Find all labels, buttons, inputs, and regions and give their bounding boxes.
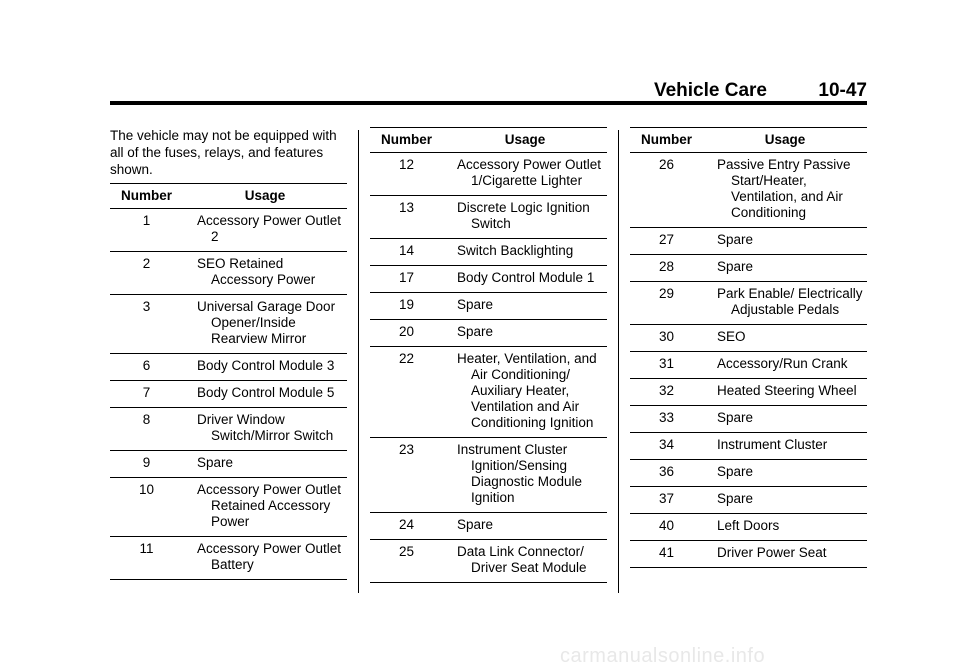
fuse-number: 27 — [630, 228, 703, 255]
table-row — [370, 540, 607, 583]
fuse-usage: Spare — [457, 324, 494, 339]
fuse-number: 41 — [630, 541, 703, 568]
table-row — [110, 354, 347, 381]
fuse-number: 32 — [630, 379, 703, 406]
fuse-usage-cell — [183, 537, 347, 580]
column-3 — [630, 127, 867, 568]
fuse-usage: Accessory Power Outlet 1/Cigarette Lighter — [457, 157, 602, 188]
fuse-number: 11 — [110, 537, 183, 580]
fuse-usage: Accessory Power Outlet Retained Accessory Power — [197, 482, 342, 529]
table-row — [110, 478, 347, 537]
table-row — [630, 153, 867, 228]
fuse-number: 2 — [110, 252, 183, 295]
table-header-row — [630, 128, 867, 153]
fuse-usage-cell — [703, 406, 867, 433]
table-row — [110, 295, 347, 354]
fuse-number: 24 — [370, 513, 443, 540]
fuse-number: 10 — [110, 478, 183, 537]
fuse-number: 3 — [110, 295, 183, 354]
table-row — [630, 379, 867, 406]
fuse-table-2 — [370, 127, 607, 583]
table-row — [110, 537, 347, 580]
fuse-usage-cell — [183, 478, 347, 537]
fuse-usage-cell — [703, 325, 867, 352]
fuse-usage: Instrument Cluster — [717, 437, 828, 452]
fuse-usage: Spare — [457, 517, 494, 532]
fuse-usage: Spare — [197, 455, 234, 470]
table-header-row — [110, 184, 347, 209]
fuse-number: 20 — [370, 320, 443, 347]
number-header: Number — [630, 128, 703, 153]
watermark: carmanualsonline.info — [560, 645, 766, 667]
fuse-number: 19 — [370, 293, 443, 320]
table-row — [630, 487, 867, 514]
table-row — [630, 433, 867, 460]
fuse-number: 23 — [370, 438, 443, 513]
fuse-usage: Spare — [717, 259, 754, 274]
usage-header: Usage — [183, 184, 347, 209]
fuse-number: 7 — [110, 381, 183, 408]
fuse-usage: Data Link Connector/ Driver Seat Module — [457, 544, 587, 575]
column-1 — [110, 127, 347, 580]
fuse-usage: Heater, Ventilation, and Air Conditioning/ Auxiliary Heater, Ventilation and Air Conditioning Ignition — [457, 351, 597, 430]
fuse-usage: Spare — [717, 491, 754, 506]
fuse-usage-cell — [183, 381, 347, 408]
table-row — [370, 239, 607, 266]
table-row — [370, 196, 607, 239]
fuse-usage-cell — [703, 487, 867, 514]
fuse-usage-cell — [443, 438, 607, 513]
fuse-usage-cell — [443, 513, 607, 540]
fuse-number: 33 — [630, 406, 703, 433]
fuse-table-3 — [630, 127, 867, 568]
table-row — [110, 209, 347, 252]
table-row — [370, 438, 607, 513]
fuse-usage: SEO — [717, 329, 746, 344]
fuse-usage-cell — [443, 196, 607, 239]
fuse-number: 30 — [630, 325, 703, 352]
fuse-table-1 — [110, 183, 347, 580]
fuse-usage-cell — [703, 228, 867, 255]
table-row — [630, 228, 867, 255]
fuse-number: 31 — [630, 352, 703, 379]
fuse-usage-cell — [183, 354, 347, 381]
fuse-number: 1 — [110, 209, 183, 252]
fuse-number: 13 — [370, 196, 443, 239]
table-row — [630, 282, 867, 325]
fuse-usage-cell — [183, 295, 347, 354]
number-header: Number — [370, 128, 443, 153]
table-row — [630, 541, 867, 568]
fuse-usage-cell — [183, 209, 347, 252]
fuse-usage: Instrument Cluster Ignition/Sensing Diagnostic Module Ignition — [457, 442, 583, 505]
fuse-usage: Accessory Power Outlet 2 — [197, 213, 342, 244]
fuse-usage: Body Control Module 3 — [197, 358, 335, 373]
table-row — [630, 406, 867, 433]
fuse-usage: Spare — [717, 410, 754, 425]
page-number: 10-47 — [818, 80, 867, 101]
fuse-usage-cell — [443, 293, 607, 320]
fuse-usage-cell — [703, 541, 867, 568]
fuse-usage: Discrete Logic Ignition Switch — [457, 200, 590, 231]
fuse-usage: Universal Garage Door Opener/Inside Rearview Mirror — [197, 299, 336, 346]
fuse-usage-cell — [703, 282, 867, 325]
fuse-number: 36 — [630, 460, 703, 487]
fuse-number: 40 — [630, 514, 703, 541]
fuse-usage-cell — [703, 379, 867, 406]
fuse-usage: Heated Steering Wheel — [717, 383, 857, 398]
column-divider — [358, 130, 359, 593]
fuse-number: 9 — [110, 451, 183, 478]
section-title: Vehicle Care — [653, 80, 767, 101]
table-row — [370, 347, 607, 438]
table-row — [110, 451, 347, 478]
fuse-number: 28 — [630, 255, 703, 282]
table-row — [630, 325, 867, 352]
fuse-usage: Accessory Power Outlet Battery — [197, 541, 342, 572]
table-row — [110, 252, 347, 295]
column-2 — [370, 127, 607, 583]
table-row — [630, 352, 867, 379]
table-row — [110, 381, 347, 408]
fuse-number: 8 — [110, 408, 183, 451]
table-row — [630, 514, 867, 541]
table-row — [370, 153, 607, 196]
fuse-usage-cell — [443, 239, 607, 266]
fuse-number: 34 — [630, 433, 703, 460]
fuse-number: 37 — [630, 487, 703, 514]
fuse-usage: Spare — [717, 464, 754, 479]
column-divider — [618, 130, 619, 593]
fuse-number: 14 — [370, 239, 443, 266]
fuse-usage-cell — [703, 255, 867, 282]
number-header: Number — [110, 184, 183, 209]
fuse-usage: Driver Power Seat — [717, 545, 827, 560]
fuse-usage-cell — [703, 460, 867, 487]
fuse-number: 26 — [630, 153, 703, 228]
fuse-usage-cell — [183, 408, 347, 451]
fuse-usage: Body Control Module 5 — [197, 385, 335, 400]
fuse-usage: Spare — [457, 297, 494, 312]
fuse-usage-cell — [443, 153, 607, 196]
fuse-usage: Left Doors — [717, 518, 780, 533]
fuse-number: 29 — [630, 282, 703, 325]
fuse-usage: Park Enable/ Electrically Adjustable Pedals — [717, 286, 863, 317]
fuse-usage: SEO Retained Accessory Power — [197, 256, 316, 287]
table-row — [110, 408, 347, 451]
fuse-usage: Accessory/Run Crank — [717, 356, 848, 371]
page-header — [110, 80, 867, 102]
fuse-usage-cell — [443, 347, 607, 438]
fuse-usage-cell — [183, 252, 347, 295]
table-row — [370, 513, 607, 540]
fuse-usage: Driver Window Switch/Mirror Switch — [197, 412, 334, 443]
fuse-number: 17 — [370, 266, 443, 293]
fuse-number: 25 — [370, 540, 443, 583]
fuse-usage: Passive Entry Passive Start/Heater, Ventilation, and Air Conditioning — [717, 157, 851, 220]
fuse-usage-cell — [183, 451, 347, 478]
fuse-usage-cell — [443, 540, 607, 583]
fuse-usage-cell — [443, 266, 607, 293]
header-rule — [110, 101, 867, 105]
fuse-number: 12 — [370, 153, 443, 196]
fuse-number: 6 — [110, 354, 183, 381]
fuse-usage-cell — [443, 320, 607, 347]
fuse-usage-cell — [703, 352, 867, 379]
table-row — [630, 460, 867, 487]
fuse-usage-cell — [703, 153, 867, 228]
table-row — [630, 255, 867, 282]
fuse-usage: Body Control Module 1 — [457, 270, 595, 285]
table-row — [370, 266, 607, 293]
usage-header: Usage — [703, 128, 867, 153]
intro-paragraph: The vehicle may not be equipped with all of the fuses, relays, and features shown. — [110, 128, 337, 177]
fuse-usage: Spare — [717, 232, 754, 247]
fuse-number: 22 — [370, 347, 443, 438]
usage-header: Usage — [443, 128, 607, 153]
fuse-usage-cell — [703, 514, 867, 541]
table-row — [370, 320, 607, 347]
table-header-row — [370, 128, 607, 153]
fuse-usage: Switch Backlighting — [457, 243, 574, 258]
fuse-usage-cell — [703, 433, 867, 460]
table-row — [370, 293, 607, 320]
